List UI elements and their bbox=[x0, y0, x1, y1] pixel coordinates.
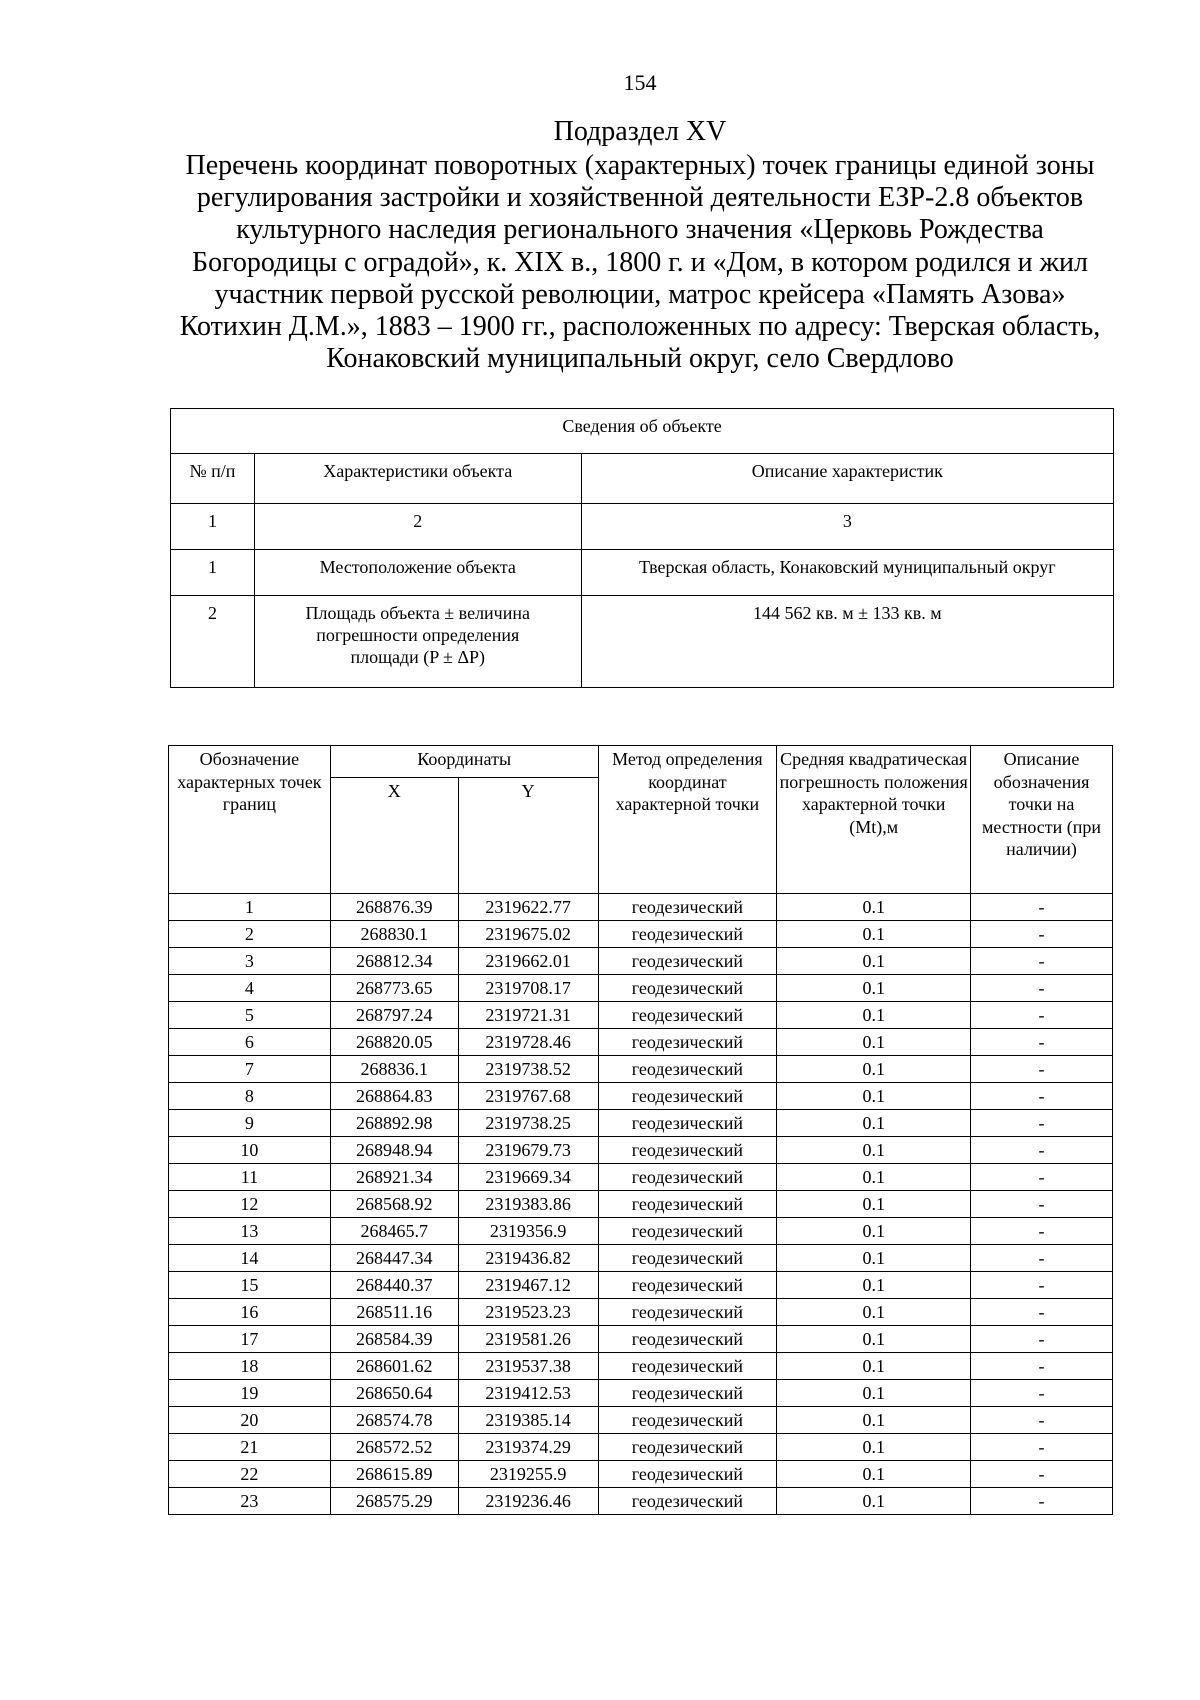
table-row bbox=[169, 1137, 1113, 1164]
point-number-cell: 21 bbox=[169, 1434, 331, 1461]
table-row bbox=[171, 550, 1114, 596]
description-cell: - bbox=[971, 1164, 1113, 1191]
table-row bbox=[169, 1434, 1113, 1461]
table-row bbox=[169, 1002, 1113, 1029]
method-cell: геодезический bbox=[598, 1164, 777, 1191]
description-cell: - bbox=[971, 1407, 1113, 1434]
info-cell: Площадь объекта ± величина погрешности определения площади (P ± ΔP) bbox=[254, 596, 581, 688]
x-coordinate-cell: 268574.78 bbox=[330, 1407, 458, 1434]
error-cell: 0.1 bbox=[777, 1407, 971, 1434]
y-coordinate-cell: 2319383.86 bbox=[458, 1191, 598, 1218]
method-cell: геодезический bbox=[598, 1380, 777, 1407]
y-coordinate-cell: 2319708.17 bbox=[458, 975, 598, 1002]
x-coordinate-cell: 268892.98 bbox=[330, 1110, 458, 1137]
x-coordinate-cell: 268572.52 bbox=[330, 1434, 458, 1461]
y-coordinate-cell: 2319581.26 bbox=[458, 1326, 598, 1353]
y-coordinate-cell: 2319622.77 bbox=[458, 894, 598, 921]
point-number-cell: 17 bbox=[169, 1326, 331, 1353]
method-cell: геодезический bbox=[598, 1353, 777, 1380]
point-number-cell: 7 bbox=[169, 1056, 331, 1083]
x-coordinate-cell: 268440.37 bbox=[330, 1272, 458, 1299]
error-cell: 0.1 bbox=[777, 1056, 971, 1083]
description-cell: - bbox=[971, 921, 1113, 948]
error-cell: 0.1 bbox=[777, 1002, 971, 1029]
point-number-cell: 11 bbox=[169, 1164, 331, 1191]
info-header-number: № п/п bbox=[171, 454, 255, 504]
info-cell: Тверская область, Конаковский муниципальный округ bbox=[581, 550, 1113, 596]
x-coordinate-cell: 268820.05 bbox=[330, 1029, 458, 1056]
error-cell: 0.1 bbox=[777, 1083, 971, 1110]
info-cell: 2 bbox=[171, 596, 255, 688]
method-cell: геодезический bbox=[598, 1191, 777, 1218]
title-line: Конаковский муниципальный округ, село Свердлово bbox=[326, 343, 954, 375]
description-cell: - bbox=[971, 1326, 1113, 1353]
error-cell: 0.1 bbox=[777, 948, 971, 975]
x-coordinate-cell: 268584.39 bbox=[330, 1326, 458, 1353]
x-coordinate-cell: 268615.89 bbox=[330, 1461, 458, 1488]
table-row bbox=[169, 1245, 1113, 1272]
error-cell: 0.1 bbox=[777, 1461, 971, 1488]
table-row bbox=[169, 1110, 1113, 1137]
info-cell: 144 562 кв. м ± 133 кв. м bbox=[581, 596, 1113, 688]
method-cell: геодезический bbox=[598, 1029, 777, 1056]
method-cell: геодезический bbox=[598, 1299, 777, 1326]
x-coordinate-cell: 268447.34 bbox=[330, 1245, 458, 1272]
description-cell: - bbox=[971, 1029, 1113, 1056]
point-number-cell: 10 bbox=[169, 1137, 331, 1164]
method-cell: геодезический bbox=[598, 1083, 777, 1110]
x-coordinate-cell: 268812.34 bbox=[330, 948, 458, 975]
point-number-cell: 13 bbox=[169, 1218, 331, 1245]
x-coordinate-cell: 268948.94 bbox=[330, 1137, 458, 1164]
description-cell: - bbox=[971, 1083, 1113, 1110]
y-coordinate-cell: 2319721.31 bbox=[458, 1002, 598, 1029]
table-row bbox=[169, 894, 1113, 921]
error-cell: 0.1 bbox=[777, 1137, 971, 1164]
error-cell: 0.1 bbox=[777, 1353, 971, 1380]
header-method: Метод определения координат характерной точки bbox=[598, 746, 777, 894]
info-cell: 1 bbox=[171, 550, 255, 596]
method-cell: геодезический bbox=[598, 1137, 777, 1164]
point-number-cell: 8 bbox=[169, 1083, 331, 1110]
point-number-cell: 22 bbox=[169, 1461, 331, 1488]
x-coordinate-cell: 268797.24 bbox=[330, 1002, 458, 1029]
page-number: 154 bbox=[623, 70, 657, 95]
error-cell: 0.1 bbox=[777, 921, 971, 948]
table-row bbox=[169, 1488, 1113, 1515]
error-cell: 0.1 bbox=[777, 1191, 971, 1218]
error-cell: 0.1 bbox=[777, 975, 971, 1002]
x-coordinate-cell: 268568.92 bbox=[330, 1191, 458, 1218]
table-row bbox=[169, 1407, 1113, 1434]
title-line: Перечень координат поворотных (характерных) точек границы единой зоны bbox=[185, 150, 1095, 181]
description-cell: - bbox=[971, 1488, 1113, 1515]
table-row bbox=[169, 1380, 1113, 1407]
info-column-number: 1 bbox=[171, 504, 255, 550]
y-coordinate-cell: 2319385.14 bbox=[458, 1407, 598, 1434]
description-cell: - bbox=[971, 1191, 1113, 1218]
y-coordinate-cell: 2319728.46 bbox=[458, 1029, 598, 1056]
error-cell: 0.1 bbox=[777, 1299, 971, 1326]
error-cell: 0.1 bbox=[777, 1164, 971, 1191]
x-coordinate-cell: 268601.62 bbox=[330, 1353, 458, 1380]
header-y: Y bbox=[458, 778, 598, 894]
point-number-cell: 12 bbox=[169, 1191, 331, 1218]
description-cell: - bbox=[971, 1461, 1113, 1488]
table-row bbox=[169, 1056, 1113, 1083]
method-cell: геодезический bbox=[598, 1272, 777, 1299]
error-cell: 0.1 bbox=[777, 1110, 971, 1137]
point-number-cell: 18 bbox=[169, 1353, 331, 1380]
point-number-cell: 9 bbox=[169, 1110, 331, 1137]
method-cell: геодезический bbox=[598, 1002, 777, 1029]
table-row bbox=[169, 1461, 1113, 1488]
error-cell: 0.1 bbox=[777, 1218, 971, 1245]
x-coordinate-cell: 268575.29 bbox=[330, 1488, 458, 1515]
point-number-cell: 16 bbox=[169, 1299, 331, 1326]
table-row bbox=[169, 1029, 1113, 1056]
point-number-cell: 19 bbox=[169, 1380, 331, 1407]
method-cell: геодезический bbox=[598, 1110, 777, 1137]
point-number-cell: 5 bbox=[169, 1002, 331, 1029]
table-row bbox=[169, 975, 1113, 1002]
header-point-designation: Обозначение характерных точек границ bbox=[169, 746, 331, 894]
header-x: X bbox=[330, 778, 458, 894]
method-cell: геодезический bbox=[598, 975, 777, 1002]
point-number-cell: 15 bbox=[169, 1272, 331, 1299]
description-cell: - bbox=[971, 1434, 1113, 1461]
info-table-caption: Сведения об объекте bbox=[171, 409, 1114, 454]
y-coordinate-cell: 2319738.52 bbox=[458, 1056, 598, 1083]
y-coordinate-cell: 2319255.9 bbox=[458, 1461, 598, 1488]
error-cell: 0.1 bbox=[777, 1029, 971, 1056]
header-point-description: Описание обозначения точки на местности (при наличии) bbox=[971, 746, 1113, 894]
info-column-number: 3 bbox=[581, 504, 1113, 550]
info-column-number: 2 bbox=[254, 504, 581, 550]
y-coordinate-cell: 2319467.12 bbox=[458, 1272, 598, 1299]
description-cell: - bbox=[971, 1110, 1113, 1137]
method-cell: геодезический bbox=[598, 1488, 777, 1515]
method-cell: геодезический bbox=[598, 1056, 777, 1083]
x-coordinate-cell: 268921.34 bbox=[330, 1164, 458, 1191]
point-number-cell: 20 bbox=[169, 1407, 331, 1434]
description-cell: - bbox=[971, 1218, 1113, 1245]
table-row bbox=[169, 1191, 1113, 1218]
table-row bbox=[169, 1326, 1113, 1353]
description-cell: - bbox=[971, 1137, 1113, 1164]
error-cell: 0.1 bbox=[777, 1434, 971, 1461]
table-row bbox=[169, 1353, 1113, 1380]
x-coordinate-cell: 268465.7 bbox=[330, 1218, 458, 1245]
method-cell: геодезический bbox=[598, 1326, 777, 1353]
method-cell: геодезический bbox=[598, 1218, 777, 1245]
x-coordinate-cell: 268836.1 bbox=[330, 1056, 458, 1083]
header-coordinates: Координаты bbox=[330, 746, 598, 778]
table-row bbox=[171, 596, 1114, 688]
method-cell: геодезический bbox=[598, 1434, 777, 1461]
point-number-cell: 1 bbox=[169, 894, 331, 921]
error-cell: 0.1 bbox=[777, 1326, 971, 1353]
method-cell: геодезический bbox=[598, 1245, 777, 1272]
title-line: регулирования застройки и хозяйственной деятельности ЕЗР-2.8 объектов bbox=[196, 182, 1084, 214]
error-cell: 0.1 bbox=[777, 894, 971, 921]
error-cell: 0.1 bbox=[777, 1272, 971, 1299]
y-coordinate-cell: 2319767.68 bbox=[458, 1083, 598, 1110]
point-number-cell: 4 bbox=[169, 975, 331, 1002]
table-row bbox=[169, 1218, 1113, 1245]
point-number-cell: 23 bbox=[169, 1488, 331, 1515]
table-row bbox=[169, 921, 1113, 948]
table-row bbox=[169, 1083, 1113, 1110]
description-cell: - bbox=[971, 1245, 1113, 1272]
description-cell: - bbox=[971, 948, 1113, 975]
description-cell: - bbox=[971, 1299, 1113, 1326]
y-coordinate-cell: 2319679.73 bbox=[458, 1137, 598, 1164]
method-cell: геодезический bbox=[598, 894, 777, 921]
document-title bbox=[150, 150, 1130, 375]
description-cell: - bbox=[971, 1272, 1113, 1299]
x-coordinate-cell: 268650.64 bbox=[330, 1380, 458, 1407]
info-header-characteristic: Характеристики объекта bbox=[254, 454, 581, 504]
error-cell: 0.1 bbox=[777, 1488, 971, 1515]
description-cell: - bbox=[971, 975, 1113, 1002]
x-coordinate-cell: 268511.16 bbox=[330, 1299, 458, 1326]
table-row bbox=[169, 1299, 1113, 1326]
table-row bbox=[169, 1164, 1113, 1191]
x-coordinate-cell: 268864.83 bbox=[330, 1083, 458, 1110]
y-coordinate-cell: 2319356.9 bbox=[458, 1218, 598, 1245]
subsection-heading: Подраздел XV bbox=[553, 116, 727, 147]
description-cell: - bbox=[971, 894, 1113, 921]
object-info-table bbox=[170, 408, 1114, 688]
y-coordinate-cell: 2319436.82 bbox=[458, 1245, 598, 1272]
x-coordinate-cell: 268773.65 bbox=[330, 975, 458, 1002]
y-coordinate-cell: 2319412.53 bbox=[458, 1380, 598, 1407]
y-coordinate-cell: 2319675.02 bbox=[458, 921, 598, 948]
error-cell: 0.1 bbox=[777, 1380, 971, 1407]
description-cell: - bbox=[971, 1353, 1113, 1380]
error-cell: 0.1 bbox=[777, 1245, 971, 1272]
y-coordinate-cell: 2319236.46 bbox=[458, 1488, 598, 1515]
method-cell: геодезический bbox=[598, 1407, 777, 1434]
coordinates-table bbox=[168, 745, 1113, 1515]
info-header-description: Описание характеристик bbox=[581, 454, 1113, 504]
y-coordinate-cell: 2319523.23 bbox=[458, 1299, 598, 1326]
title-line: культурного наследия регионального значения «Церковь Рождества bbox=[236, 214, 1044, 246]
y-coordinate-cell: 2319669.34 bbox=[458, 1164, 598, 1191]
title-line: участник первой русской революции, матрос крейсера «Память Азова» bbox=[214, 278, 1066, 310]
x-coordinate-cell: 268876.39 bbox=[330, 894, 458, 921]
description-cell: - bbox=[971, 1002, 1113, 1029]
method-cell: геодезический bbox=[598, 921, 777, 948]
point-number-cell: 3 bbox=[169, 948, 331, 975]
title-line: Богородицы с оградой», к. XIX в., 1800 г. и «Дом, в котором родился и жил bbox=[192, 246, 1088, 278]
description-cell: - bbox=[971, 1056, 1113, 1083]
y-coordinate-cell: 2319662.01 bbox=[458, 948, 598, 975]
title-line: Котихин Д.М.», 1883 – 1900 гг., расположенных по адресу: Тверская область, bbox=[179, 311, 1101, 343]
method-cell: геодезический bbox=[598, 948, 777, 975]
header-mean-square-error: Средняя квадратическая погрешность положения характерной точки (Mt),м bbox=[777, 746, 971, 894]
y-coordinate-cell: 2319738.25 bbox=[458, 1110, 598, 1137]
table-row bbox=[169, 1272, 1113, 1299]
description-cell: - bbox=[971, 1380, 1113, 1407]
info-cell: Местоположение объекта bbox=[254, 550, 581, 596]
table-row bbox=[169, 948, 1113, 975]
point-number-cell: 2 bbox=[169, 921, 331, 948]
point-number-cell: 6 bbox=[169, 1029, 331, 1056]
point-number-cell: 14 bbox=[169, 1245, 331, 1272]
y-coordinate-cell: 2319537.38 bbox=[458, 1353, 598, 1380]
y-coordinate-cell: 2319374.29 bbox=[458, 1434, 598, 1461]
method-cell: геодезический bbox=[598, 1461, 777, 1488]
x-coordinate-cell: 268830.1 bbox=[330, 921, 458, 948]
